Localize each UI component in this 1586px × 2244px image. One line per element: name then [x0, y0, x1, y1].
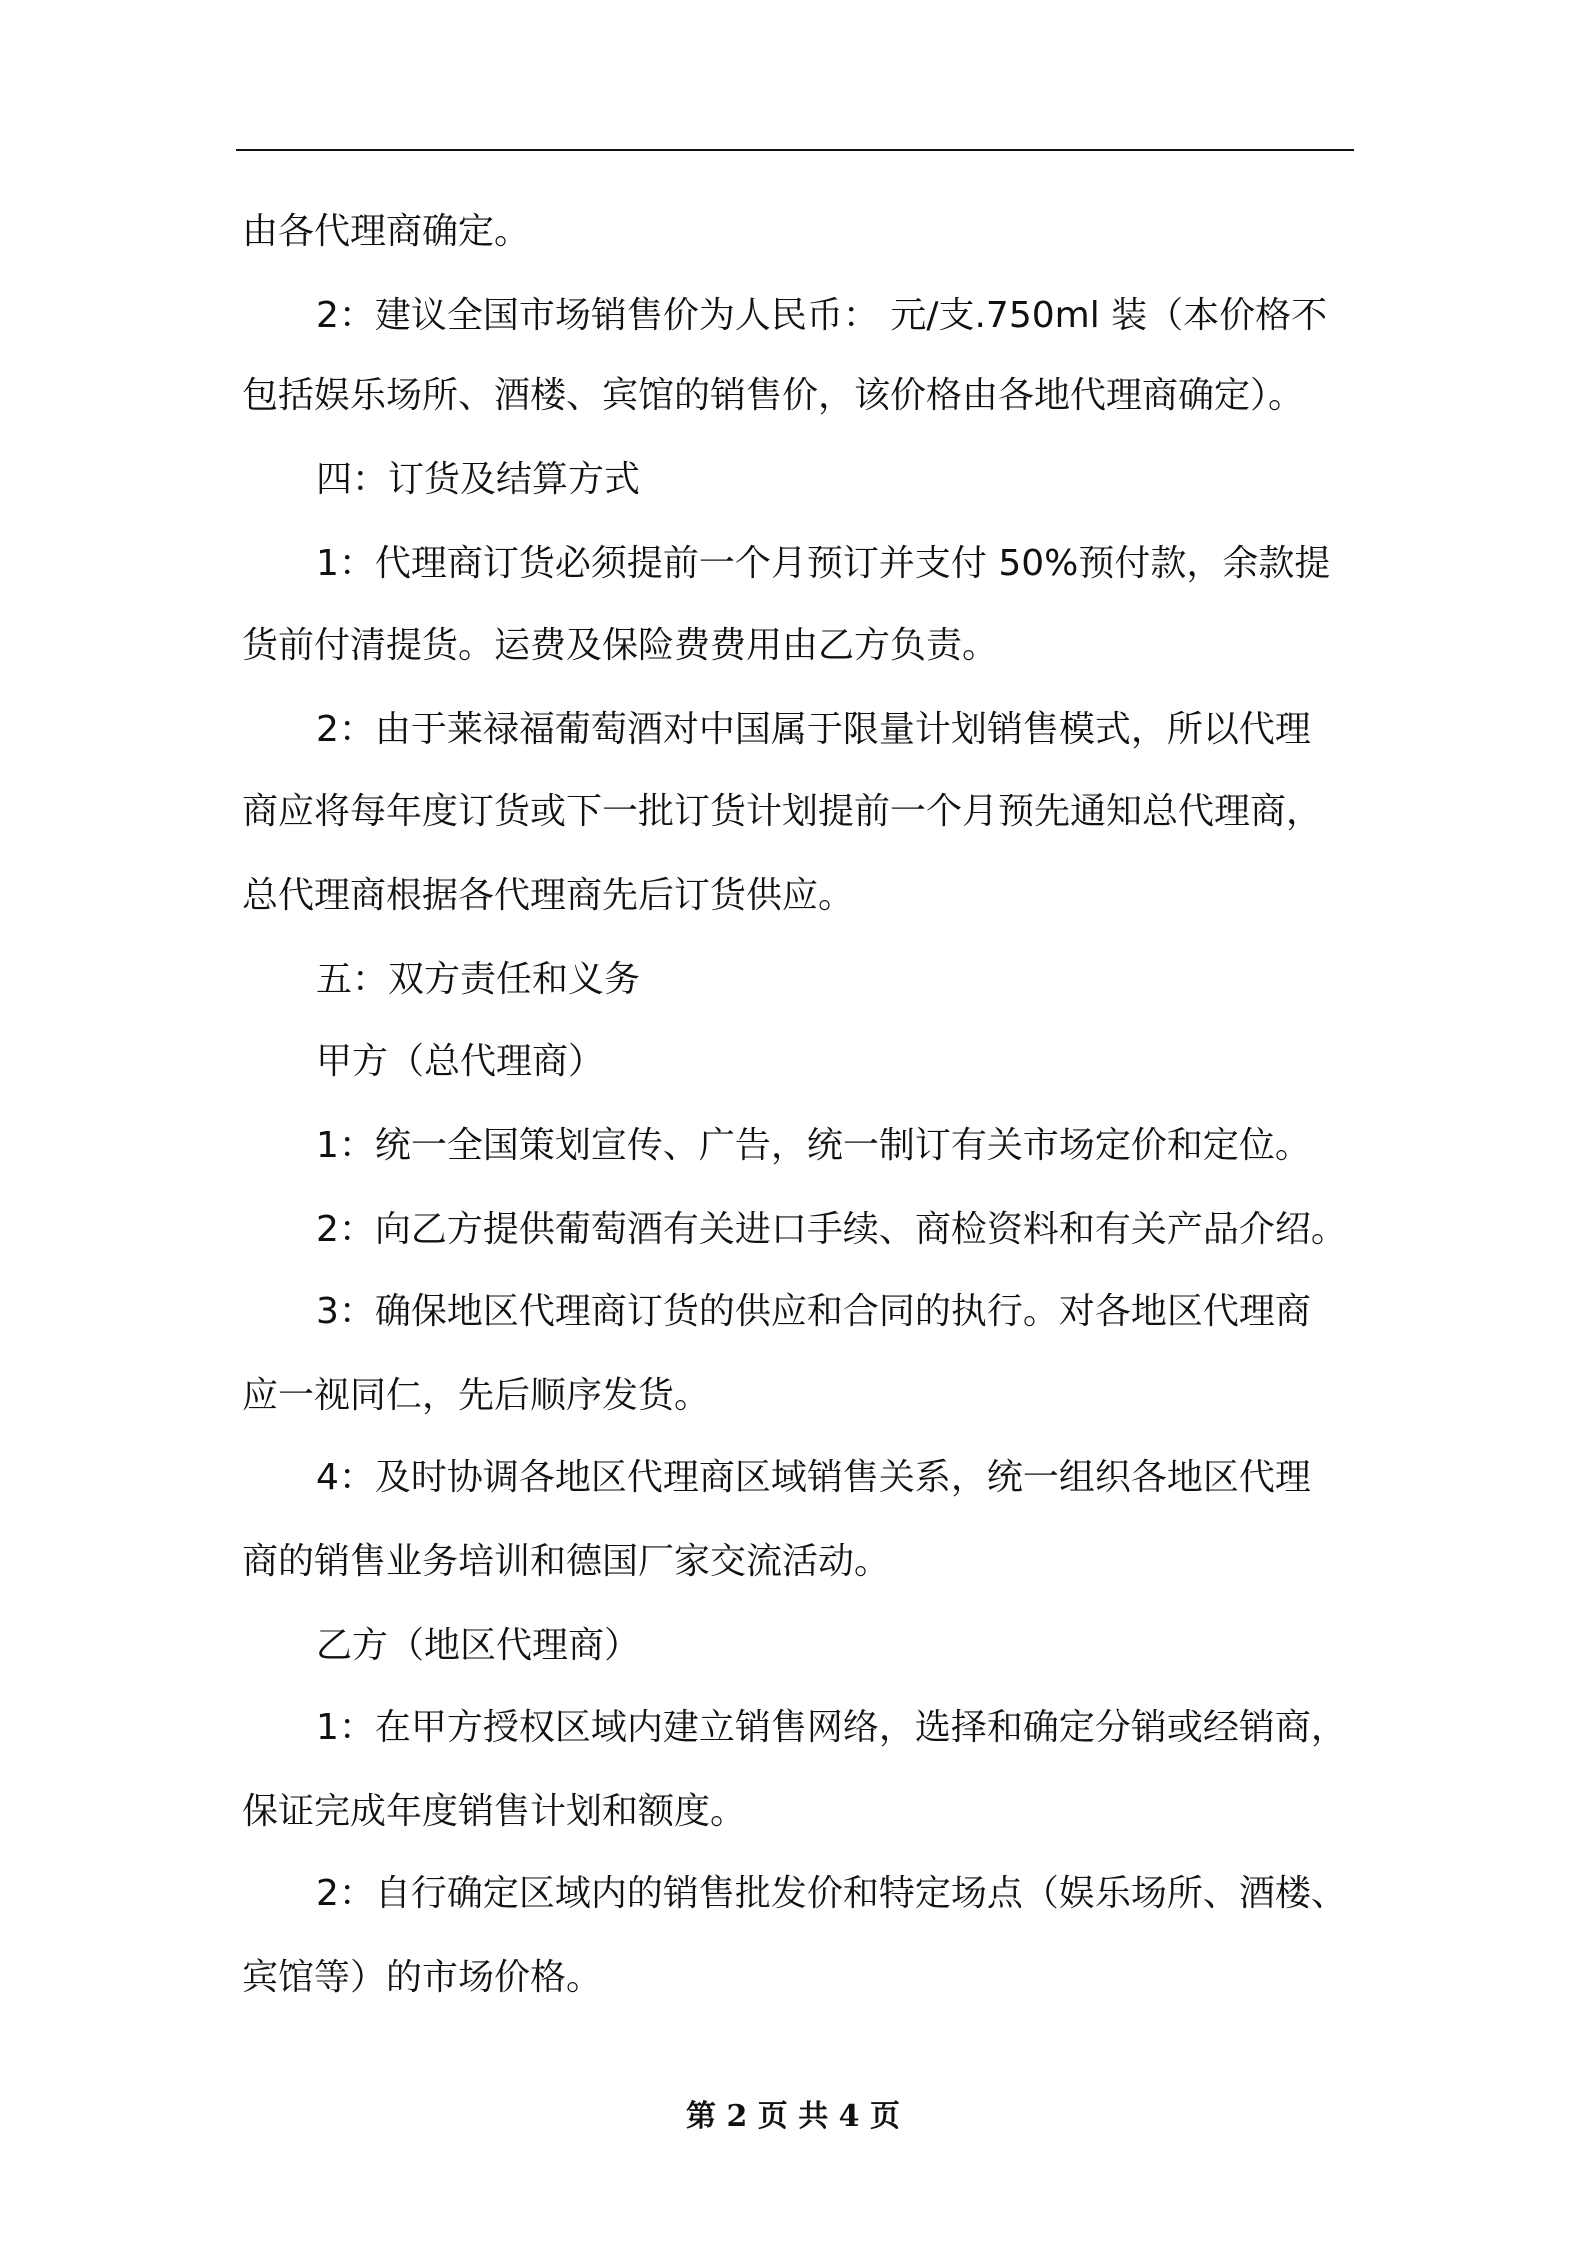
- text-line: 2：向乙方提供葡萄酒有关进口手续、商检资料和有关产品介绍。: [316, 1209, 1347, 1250]
- text-line: 商应将每年度订货或下一批订货计划提前一个月预先通知总代理商，: [242, 791, 1323, 832]
- section-heading: 五：双方责任和义务: [316, 959, 641, 1000]
- text-line: 商的销售业务培训和德国厂家交流活动。: [242, 1541, 891, 1582]
- text-line: 1：在甲方授权区域内建立销售网络，选择和确定分销或经销商，: [316, 1707, 1347, 1748]
- text-line: 货前付清提货。运费及保险费费用由乙方负责。: [242, 625, 999, 666]
- subsection-heading: 乙方（地区代理商）: [316, 1625, 641, 1666]
- text-line: 1：代理商订货必须提前一个月预订并支付 50%预付款，余款提: [316, 543, 1331, 584]
- text-line: 1：统一全国策划宣传、广告，统一制订有关市场定价和定位。: [316, 1125, 1311, 1166]
- subsection-heading: 甲方（总代理商）: [316, 1041, 605, 1082]
- text-line: 包括娱乐场所、酒楼、宾馆的销售价，该价格由各地代理商确定）。: [242, 375, 1305, 416]
- text-line: 应一视同仁，先后顺序发货。: [242, 1375, 711, 1416]
- header-rule: [236, 149, 1354, 151]
- text-line: 3：确保地区代理商订货的供应和合同的执行。对各地区代理商: [316, 1291, 1311, 1332]
- text-line: 2：建议全国市场销售价为人民币： 元/支.750ml 装（本价格不: [316, 295, 1328, 336]
- text-line: 2：自行确定区域内的销售批发价和特定场点（娱乐场所、酒楼、: [316, 1873, 1347, 1914]
- text-line: 保证完成年度销售计划和额度。: [242, 1791, 747, 1832]
- text-line: 宾馆等）的市场价格。: [242, 1957, 603, 1998]
- page-number-footer: 第 2 页 共 4 页: [686, 2099, 900, 2134]
- text-line: 2：由于莱禄福葡萄酒对中国属于限量计划销售模式，所以代理: [316, 709, 1311, 750]
- text-line: 由各代理商确定。: [242, 211, 531, 252]
- text-line: 总代理商根据各代理商先后订货供应。: [242, 875, 855, 916]
- text-line: 4：及时协调各地区代理商区域销售关系，统一组织各地区代理: [316, 1457, 1311, 1498]
- section-heading: 四：订货及结算方式: [316, 459, 641, 500]
